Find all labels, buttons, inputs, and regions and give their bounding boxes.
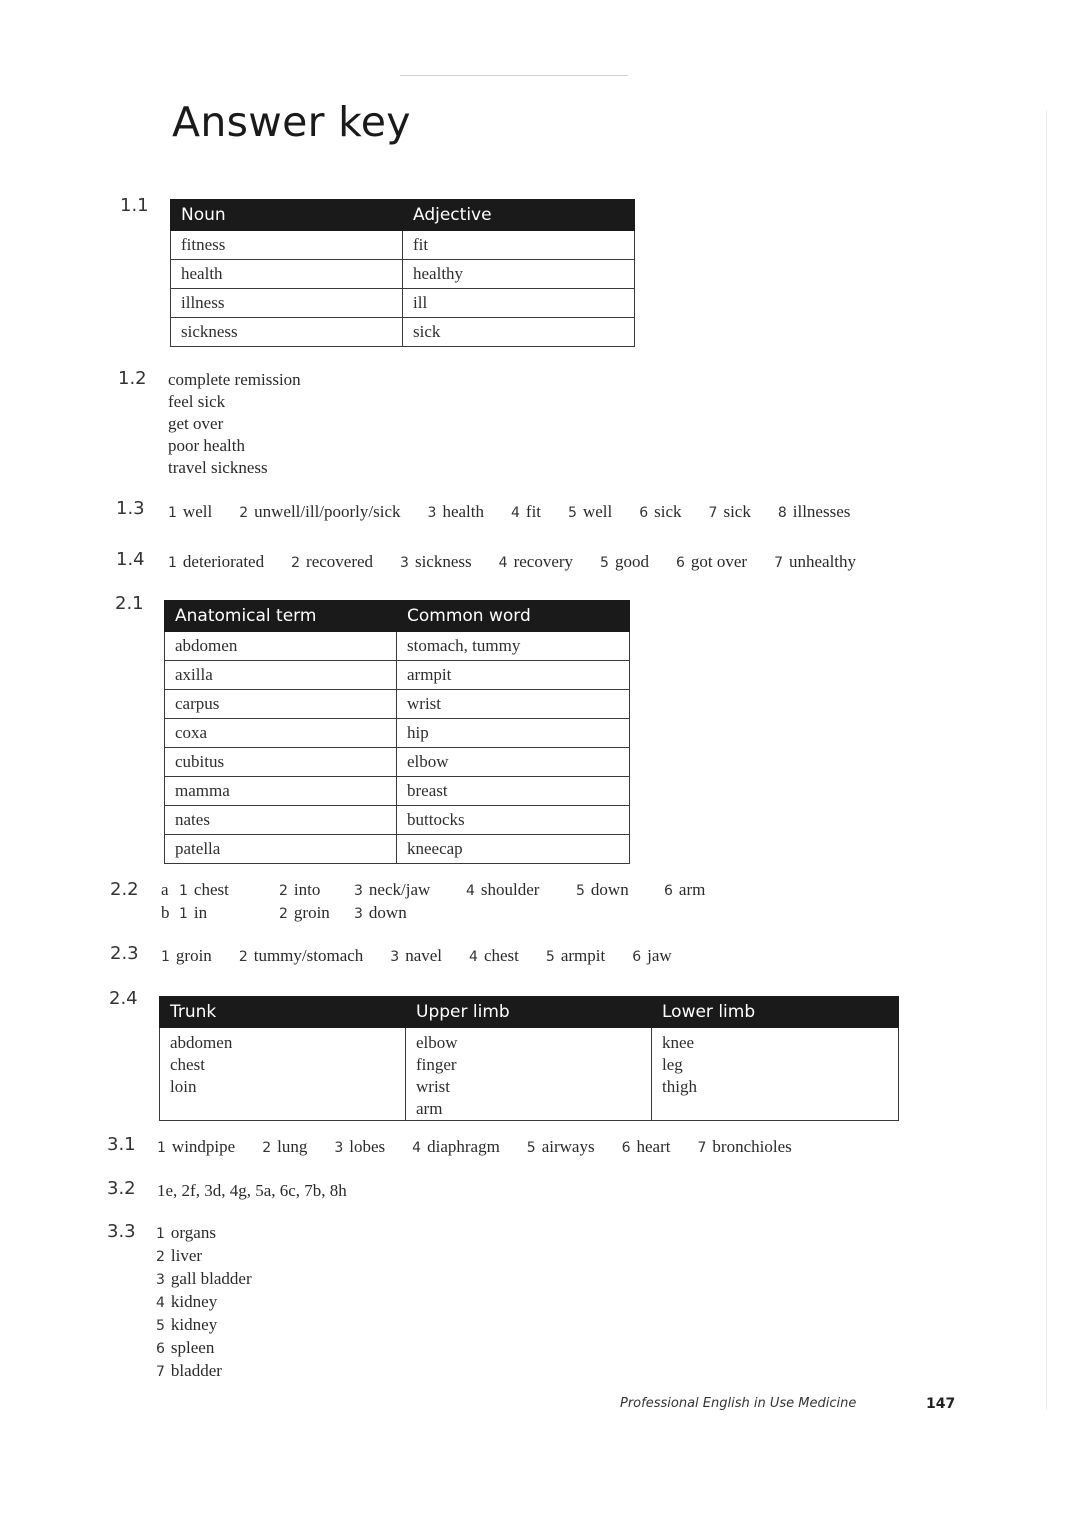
answer-text: arm xyxy=(678,880,706,899)
cell-line: chest xyxy=(170,1055,205,1074)
table-cell: kneecap xyxy=(397,835,630,864)
answer-row xyxy=(161,946,699,966)
table-header: Common word xyxy=(397,601,630,632)
answer-text: good xyxy=(614,552,649,571)
table-cell: axilla xyxy=(165,661,397,690)
table-cell: healthy xyxy=(403,260,635,289)
line-label: b xyxy=(161,903,170,922)
cell-line: elbow xyxy=(416,1033,458,1052)
answer-item xyxy=(676,552,747,572)
answer-number: 2 xyxy=(262,1140,272,1156)
answer-text: sickness xyxy=(414,552,472,571)
answer-item xyxy=(774,552,856,572)
answer-number: 3 xyxy=(390,949,400,965)
answer-text: heart xyxy=(636,1137,671,1156)
answer-number: 8 xyxy=(777,505,787,521)
table-cell xyxy=(160,1028,406,1121)
table-cell: breast xyxy=(397,777,630,806)
answer-text: groin xyxy=(175,946,212,965)
table-row xyxy=(171,231,635,260)
section-number: 1.2 xyxy=(118,368,147,389)
answer-number: 3 xyxy=(334,1140,344,1156)
answer-number: 4 xyxy=(466,883,475,899)
answer-item xyxy=(354,903,466,926)
table-header: Upper limb xyxy=(406,997,652,1028)
cell-line: knee xyxy=(662,1033,695,1052)
list-item: feel sick xyxy=(168,392,226,411)
answer-item xyxy=(639,502,681,522)
table-row xyxy=(165,835,630,864)
section-number: 3.3 xyxy=(107,1221,136,1242)
numbered-answer-list xyxy=(156,1222,252,1383)
answer-text: diaphragm xyxy=(427,1137,500,1156)
answer-text: chest xyxy=(483,946,519,965)
answer-text: bronchioles xyxy=(712,1137,792,1156)
cell-line: loin xyxy=(170,1077,197,1096)
answer-item xyxy=(239,946,363,966)
table-cell: patella xyxy=(165,835,397,864)
table-cell: fitness xyxy=(171,231,403,260)
answer-item xyxy=(334,1137,385,1157)
answer-text: recovered xyxy=(306,552,374,571)
answer-item xyxy=(600,552,649,572)
answer-item xyxy=(161,946,212,966)
table-cell xyxy=(406,1028,652,1121)
answer-text: health xyxy=(442,502,484,521)
answer-number: 1 xyxy=(168,505,177,521)
table-header: Noun xyxy=(171,200,403,231)
table-cell: nates xyxy=(165,806,397,835)
answer-text: lobes xyxy=(349,1137,386,1156)
table-cell: wrist xyxy=(397,690,630,719)
table-row xyxy=(171,289,635,318)
answer-item xyxy=(466,880,576,903)
table-row xyxy=(165,806,630,835)
answer-number: 6 xyxy=(632,949,642,965)
answer-item xyxy=(279,880,354,903)
answer-text: armpit xyxy=(560,946,606,965)
answer-item xyxy=(262,1137,307,1157)
answer-text: navel xyxy=(405,946,443,965)
table-cell: cubitus xyxy=(165,748,397,777)
answer-text: kidney xyxy=(170,1292,218,1311)
section-number: 1.3 xyxy=(116,498,145,519)
answer-grid xyxy=(161,880,724,926)
answer-text: unhealthy xyxy=(788,552,857,571)
answer-item xyxy=(354,880,466,903)
table-header: Adjective xyxy=(403,200,635,231)
answer-number: 6 xyxy=(639,505,649,521)
answer-number: 3 xyxy=(427,505,437,521)
answer-number: 4 xyxy=(469,949,478,965)
answer-row xyxy=(168,552,883,572)
cell-line: abdomen xyxy=(170,1033,233,1052)
answer-item xyxy=(412,1137,500,1157)
answer-text: fit xyxy=(525,502,542,521)
answer-number: 4 xyxy=(498,555,508,571)
answer-text: unwell/ill/poorly/sick xyxy=(254,502,401,521)
right-margin-rule xyxy=(1046,110,1047,1410)
answer-text: kidney xyxy=(170,1315,218,1334)
answer-number: 7 xyxy=(697,1140,707,1156)
answer-number: 3 xyxy=(400,555,409,571)
list-item xyxy=(156,1360,252,1383)
answer-text: lung xyxy=(277,1137,308,1156)
answer-item xyxy=(469,946,519,966)
list-item xyxy=(156,1337,252,1360)
answer-number: 3 xyxy=(354,906,363,922)
table-cell: ill xyxy=(403,289,635,318)
section-number: 2.4 xyxy=(109,988,138,1009)
answer-number: 4 xyxy=(510,505,520,521)
answer-text: shoulder xyxy=(480,880,540,899)
table-row xyxy=(165,661,630,690)
list-item: get over xyxy=(168,414,224,433)
page-title: Answer key xyxy=(172,98,411,146)
table-cell: carpus xyxy=(165,690,397,719)
list-item xyxy=(156,1245,252,1268)
table-cell: sickness xyxy=(171,318,403,347)
answer-number: 5 xyxy=(568,505,577,521)
body-regions-table xyxy=(159,996,899,1121)
answer-number: 4 xyxy=(156,1295,165,1311)
collocation-list xyxy=(168,369,301,479)
section-number: 3.2 xyxy=(107,1178,136,1199)
answer-text: deteriorated xyxy=(182,552,265,571)
answer-item xyxy=(622,1137,671,1157)
answer-item xyxy=(632,946,671,966)
section-number: 2.2 xyxy=(110,879,139,900)
answer-number: 1 xyxy=(161,949,170,965)
table-row xyxy=(165,690,630,719)
answer-row xyxy=(157,1137,819,1157)
answer-text: neck/jaw xyxy=(368,880,431,899)
answer-text: in xyxy=(193,903,208,922)
answer-number: 2 xyxy=(239,505,249,521)
answer-text: groin xyxy=(293,903,330,922)
answer-item xyxy=(778,502,851,522)
answer-text: well xyxy=(182,502,213,521)
table-cell: mamma xyxy=(165,777,397,806)
answer-text: tummy/stomach xyxy=(253,946,364,965)
answer-number: 2 xyxy=(156,1249,165,1265)
table-cell: elbow xyxy=(397,748,630,777)
table-row xyxy=(165,632,630,661)
answer-number: 6 xyxy=(156,1341,165,1357)
answer-number: 2 xyxy=(291,555,301,571)
section-number: 1.1 xyxy=(120,195,149,216)
answer-item xyxy=(499,552,573,572)
answer-text: down xyxy=(590,880,629,899)
answer-text: bladder xyxy=(170,1361,222,1380)
answer-item xyxy=(168,552,264,572)
answer-number: 1 xyxy=(156,1226,165,1242)
answer-number: 3 xyxy=(156,1272,165,1288)
answer-number: 6 xyxy=(664,883,673,899)
answer-item xyxy=(239,502,400,522)
table-row xyxy=(171,318,635,347)
cell-line: leg xyxy=(662,1055,683,1074)
table-cell: sick xyxy=(403,318,635,347)
list-item xyxy=(156,1314,252,1337)
answer-item xyxy=(568,502,612,522)
cell-line: arm xyxy=(416,1099,443,1118)
section-number: 2.1 xyxy=(115,593,144,614)
line-label: a xyxy=(161,880,169,899)
table-cell xyxy=(652,1028,899,1121)
table-cell: illness xyxy=(171,289,403,318)
table-row xyxy=(171,260,635,289)
answer-item xyxy=(428,502,484,522)
table-cell: stomach, tummy xyxy=(397,632,630,661)
answer-number: 6 xyxy=(675,555,685,571)
table-row xyxy=(165,777,630,806)
answer-text: illnesses xyxy=(792,502,851,521)
answer-item xyxy=(527,1137,595,1157)
table-row xyxy=(165,719,630,748)
answer-text: chest xyxy=(193,880,229,899)
answer-number: 4 xyxy=(412,1140,422,1156)
answer-item xyxy=(179,880,279,903)
answer-number: 1 xyxy=(168,555,177,571)
anatomical-terms-table xyxy=(164,600,630,864)
cell-line: wrist xyxy=(416,1077,450,1096)
answer-number: 2 xyxy=(238,949,248,965)
answer-item xyxy=(291,552,373,572)
top-rule xyxy=(400,75,628,76)
answer-item xyxy=(576,880,664,903)
answer-item xyxy=(179,903,279,926)
answer-text: got over xyxy=(690,552,748,571)
answer-row xyxy=(168,502,877,522)
answer-item xyxy=(664,880,724,903)
table-cell: fit xyxy=(403,231,635,260)
answer-item xyxy=(546,946,605,966)
answer-number: 5 xyxy=(545,949,555,965)
page-number: 147 xyxy=(926,1396,956,1412)
answer-number: 2 xyxy=(279,906,288,922)
table-cell: health xyxy=(171,260,403,289)
answer-text: recovery xyxy=(513,552,574,571)
answer-number: 1 xyxy=(157,1140,166,1156)
list-item xyxy=(156,1268,252,1291)
answer-line-a xyxy=(161,880,724,903)
matching-answers: 1e, 2f, 3d, 4g, 5a, 6c, 7b, 8h xyxy=(157,1181,347,1200)
answer-number: 7 xyxy=(708,505,718,521)
table-cell: abdomen xyxy=(165,632,397,661)
answer-number: 1 xyxy=(179,906,188,922)
answer-number: 7 xyxy=(774,555,783,571)
section-number: 2.3 xyxy=(110,943,139,964)
answer-text: well xyxy=(582,502,613,521)
answer-text: sick xyxy=(723,502,751,521)
table-cell: armpit xyxy=(397,661,630,690)
answer-text: organs xyxy=(170,1223,216,1242)
answer-item xyxy=(400,552,472,572)
answer-line-b xyxy=(161,903,724,926)
answer-number: 1 xyxy=(179,883,188,899)
answer-number: 3 xyxy=(354,883,363,899)
answer-number: 2 xyxy=(279,883,288,899)
answer-text: jaw xyxy=(647,946,672,965)
answer-item xyxy=(279,903,354,926)
answer-text: down xyxy=(368,903,407,922)
answer-text: gall bladder xyxy=(170,1269,252,1288)
answer-item xyxy=(390,946,442,966)
list-item: poor health xyxy=(168,436,245,455)
answer-number: 7 xyxy=(156,1364,165,1380)
answer-text: liver xyxy=(170,1246,203,1265)
section-number: 1.4 xyxy=(116,549,145,570)
list-item: travel sickness xyxy=(168,458,268,477)
table-row xyxy=(165,748,630,777)
table-cell: coxa xyxy=(165,719,397,748)
answer-number: 5 xyxy=(526,1140,536,1156)
cell-line: finger xyxy=(416,1055,457,1074)
table-header: Anatomical term xyxy=(165,601,397,632)
table-header: Trunk xyxy=(160,997,406,1028)
book-title: Professional English in Use Medicine xyxy=(620,1396,857,1411)
answer-item xyxy=(511,502,541,522)
answer-text: spleen xyxy=(170,1338,215,1357)
table-cell: hip xyxy=(397,719,630,748)
answer-number: 5 xyxy=(156,1318,165,1334)
answer-number: 5 xyxy=(600,555,609,571)
list-item xyxy=(156,1222,252,1245)
answer-number: 6 xyxy=(621,1140,631,1156)
answer-item xyxy=(698,1137,792,1157)
table-cell: buttocks xyxy=(397,806,630,835)
answer-text: windpipe xyxy=(171,1137,236,1156)
answer-text: into xyxy=(293,880,321,899)
answer-text: sick xyxy=(654,502,682,521)
cell-line: thigh xyxy=(662,1077,697,1096)
noun-adjective-table xyxy=(170,199,635,347)
answer-text: airways xyxy=(541,1137,595,1156)
section-number: 3.1 xyxy=(107,1134,136,1155)
answer-number: 5 xyxy=(576,883,585,899)
list-item: complete remission xyxy=(168,370,301,389)
answer-item xyxy=(168,502,212,522)
table-header: Lower limb xyxy=(652,997,899,1028)
list-item xyxy=(156,1291,252,1314)
answer-item xyxy=(709,502,751,522)
answer-item xyxy=(157,1137,235,1157)
